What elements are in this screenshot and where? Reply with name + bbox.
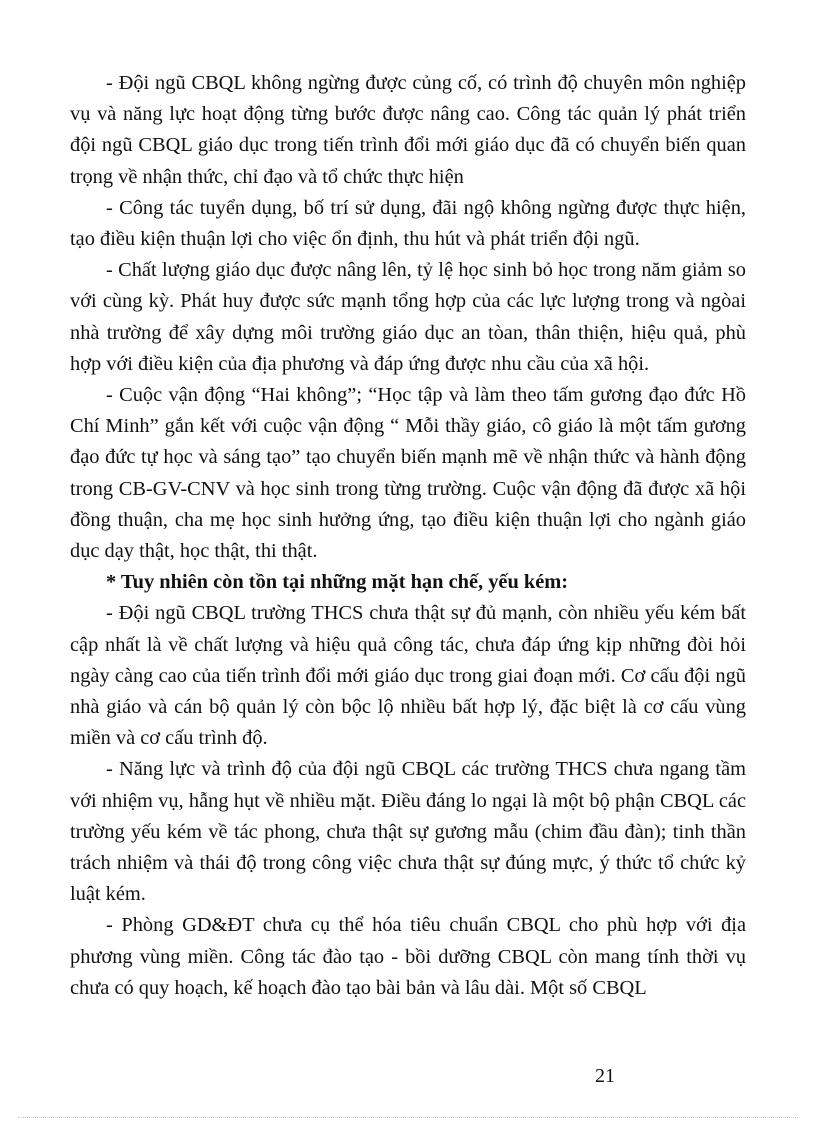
- paragraph-capacity: - Năng lực và trình độ của đội ngũ CBQL các trường THCS chưa ngang tầm với nhiệm vụ, hẫng hụt về nhiều mặt. Điều đáng lo ngại là một bộ phận CBQL các trường yếu kém về tác phong, chưa thật sự gương mẫu (chim đầu đàn); tinh thần trách nhiệm và thái độ trong công việc chưa thật sự đúng mực, ý thức tổ chức kỷ luật kém.: [70, 758, 746, 906]
- document-body: [70, 68, 746, 1004]
- section-heading-limitations: * Tuy nhiên còn tồn tại những mặt hạn chế, yếu kém:: [106, 571, 569, 594]
- paragraph-campaign: - Cuộc vận động “Hai không”; “Học tập và làm theo tấm gương đạo đức Hồ Chí Minh” gắn kết với cuộc vận động “ Mỗi thầy giáo, cô giáo là một tấm gương đạo đức tự học và sáng tạo” tạo chuyển biến mạnh mẽ về nhận thức và hành động trong CB-GV-CNV và học sinh trong từng trường. Cuộc vận động đã được xã hội đồng thuận, cha mẹ học sinh hưởng ứng, tạo điều kiện thuận lợi cho ngành giáo dục dạy thật, học thật, thi thật.: [70, 384, 746, 563]
- paragraph-education-quality: - Chất lượng giáo dục được nâng lên, tỷ lệ học sinh bỏ học trong năm giảm so với cùng kỳ. Phát huy được sức mạnh tổng hợp của các lực lượng trong và ngòai nhà trường để xây dựng môi trường giáo dục an tòan, thân thiện, hiệu quả, phù hợp với điều kiện của địa phương và đáp ứng được nhu cầu của xã hội.: [70, 259, 746, 375]
- paragraph-department: - Phòng GD&ĐT chưa cụ thể hóa tiêu chuẩn CBQL cho phù hợp với địa phương vùng miền. Công tác đào tạo - bồi dưỡng CBQL còn mang tính thời vụ chưa có quy hoạch, kế hoạch đào tạo bài bản và lâu dài. Một số CBQL: [70, 914, 746, 999]
- page-number: 21: [595, 1065, 615, 1087]
- paragraph-cbql-weakness: - Đội ngũ CBQL trường THCS chưa thật sự đủ mạnh, còn nhiều yếu kém bất cập nhất là về chất lượng và hiệu quả công tác, chưa đáp ứng kịp những đòi hỏi ngày càng cao của tiến trình đổi mới giáo dục trong giai đoạn mới. Cơ cấu đội ngũ nhà giáo và cán bộ quản lý còn bộc lộ nhiều bất hợp lý, đặc biệt là cơ cấu vùng miền và cơ cấu trình độ.: [70, 602, 746, 750]
- paragraph-cbql-consolidated: - Đội ngũ CBQL không ngừng được củng cố, có trình độ chuyên môn nghiệp vụ và năng lực hoạt động từng bước được nâng cao. Công tác quản lý phát triển đội ngũ CBQL giáo dục trong tiến trình đổi mới giáo dục đã có chuyển biến quan trọng về nhận thức, chỉ đạo và tổ chức thực hiện: [70, 72, 746, 188]
- page-bottom-divider: [18, 1117, 798, 1118]
- paragraph-recruitment: - Công tác tuyển dụng, bố trí sử dụng, đãi ngộ không ngừng được thực hiện, tạo điều kiện thuận lợi cho việc ổn định, thu hút và phát triển đội ngũ.: [70, 196, 746, 251]
